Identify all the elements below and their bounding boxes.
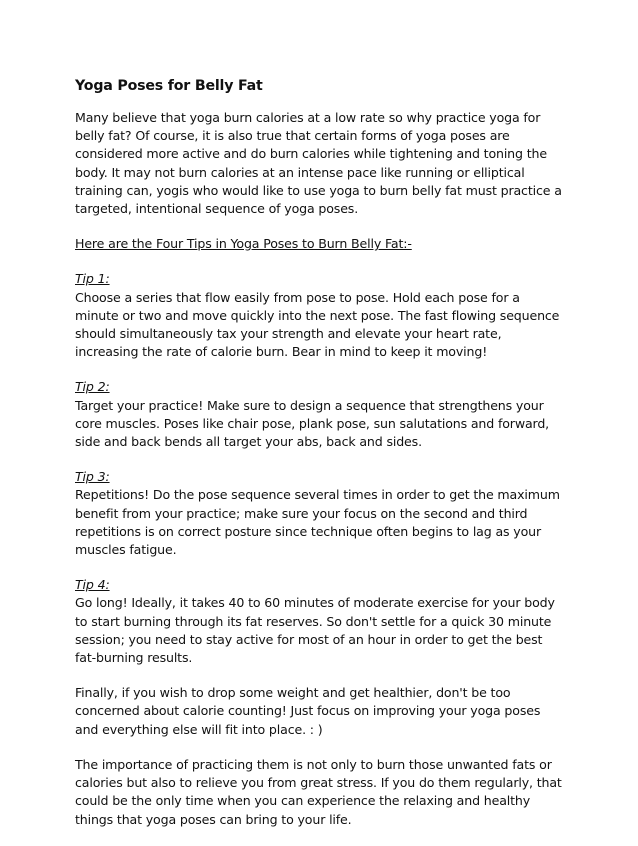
intro-paragraph: Many believe that yoga burn calories at a low rate so why practice yoga for belly fat? Of course, it is also true that certain forms of yoga poses are considered more active and do burn calories while tightening and toning the body. It may not burn calories at an intense pace like running or elliptical training can, yogis who would like to use yoga to burn belly fat must practice a targeted, intentional sequence of yoga poses. xyxy=(75,110,562,217)
tip-label: Tip 3: xyxy=(75,469,110,485)
closing-paragraph-1: Finally, if you wish to drop some weight and get healthier, don't be too concerned about calorie counting! Just focus on improving your yoga poses and everything else will fit into place. : ) xyxy=(75,685,541,737)
tip-block-3 xyxy=(75,468,565,559)
tip-label: Tip 4: xyxy=(75,577,110,593)
tip-block-2 xyxy=(75,378,565,451)
tips-heading: Here are the Four Tips in Yoga Poses to Burn Belly Fat:- xyxy=(75,236,412,252)
document-page xyxy=(75,76,565,846)
tip-block-4 xyxy=(75,576,565,667)
tip-label: Tip 2: xyxy=(75,379,110,395)
closing-paragraph-2: The importance of practicing them is not only to burn those unwanted fats or calories but also to relieve you from great stress. If you do them regularly, that could be the only time when you can experience the relaxing and healthy things that yoga poses can bring to your life. xyxy=(75,756,562,827)
tip-text: Target your practice! Make sure to design a sequence that strengthens your core muscles. Poses like chair pose, plank pose, sun salutations and forward, side and back bends all target your abs, back and sides. xyxy=(75,397,550,450)
tip-text: Repetitions! Do the pose sequence several times in order to get the maximum benefit from your practice; make sure your focus on the second and third repetitions is on correct posture since technique often begins to lag as your muscles fatigue. xyxy=(75,487,560,558)
document-title: Yoga Poses for Belly Fat xyxy=(75,78,263,94)
tip-label: Tip 1: xyxy=(75,271,110,287)
tip-text: Go long! Ideally, it takes 40 to 60 minutes of moderate exercise for your body to start burning through its fat reserves. So don't settle for a quick 30 minute session; you need to stay active for most of an hour in order to get the best fat-burning results. xyxy=(75,595,555,666)
tip-block-1 xyxy=(75,270,565,361)
tip-text: Choose a series that flow easily from pose to pose. Hold each pose for a minute or two and move quickly into the next pose. The fast flowing sequence should simultaneously tax your strength and elevate your heart rate, increasing the rate of calorie burn. Bear in mind to keep it moving! xyxy=(75,289,560,360)
